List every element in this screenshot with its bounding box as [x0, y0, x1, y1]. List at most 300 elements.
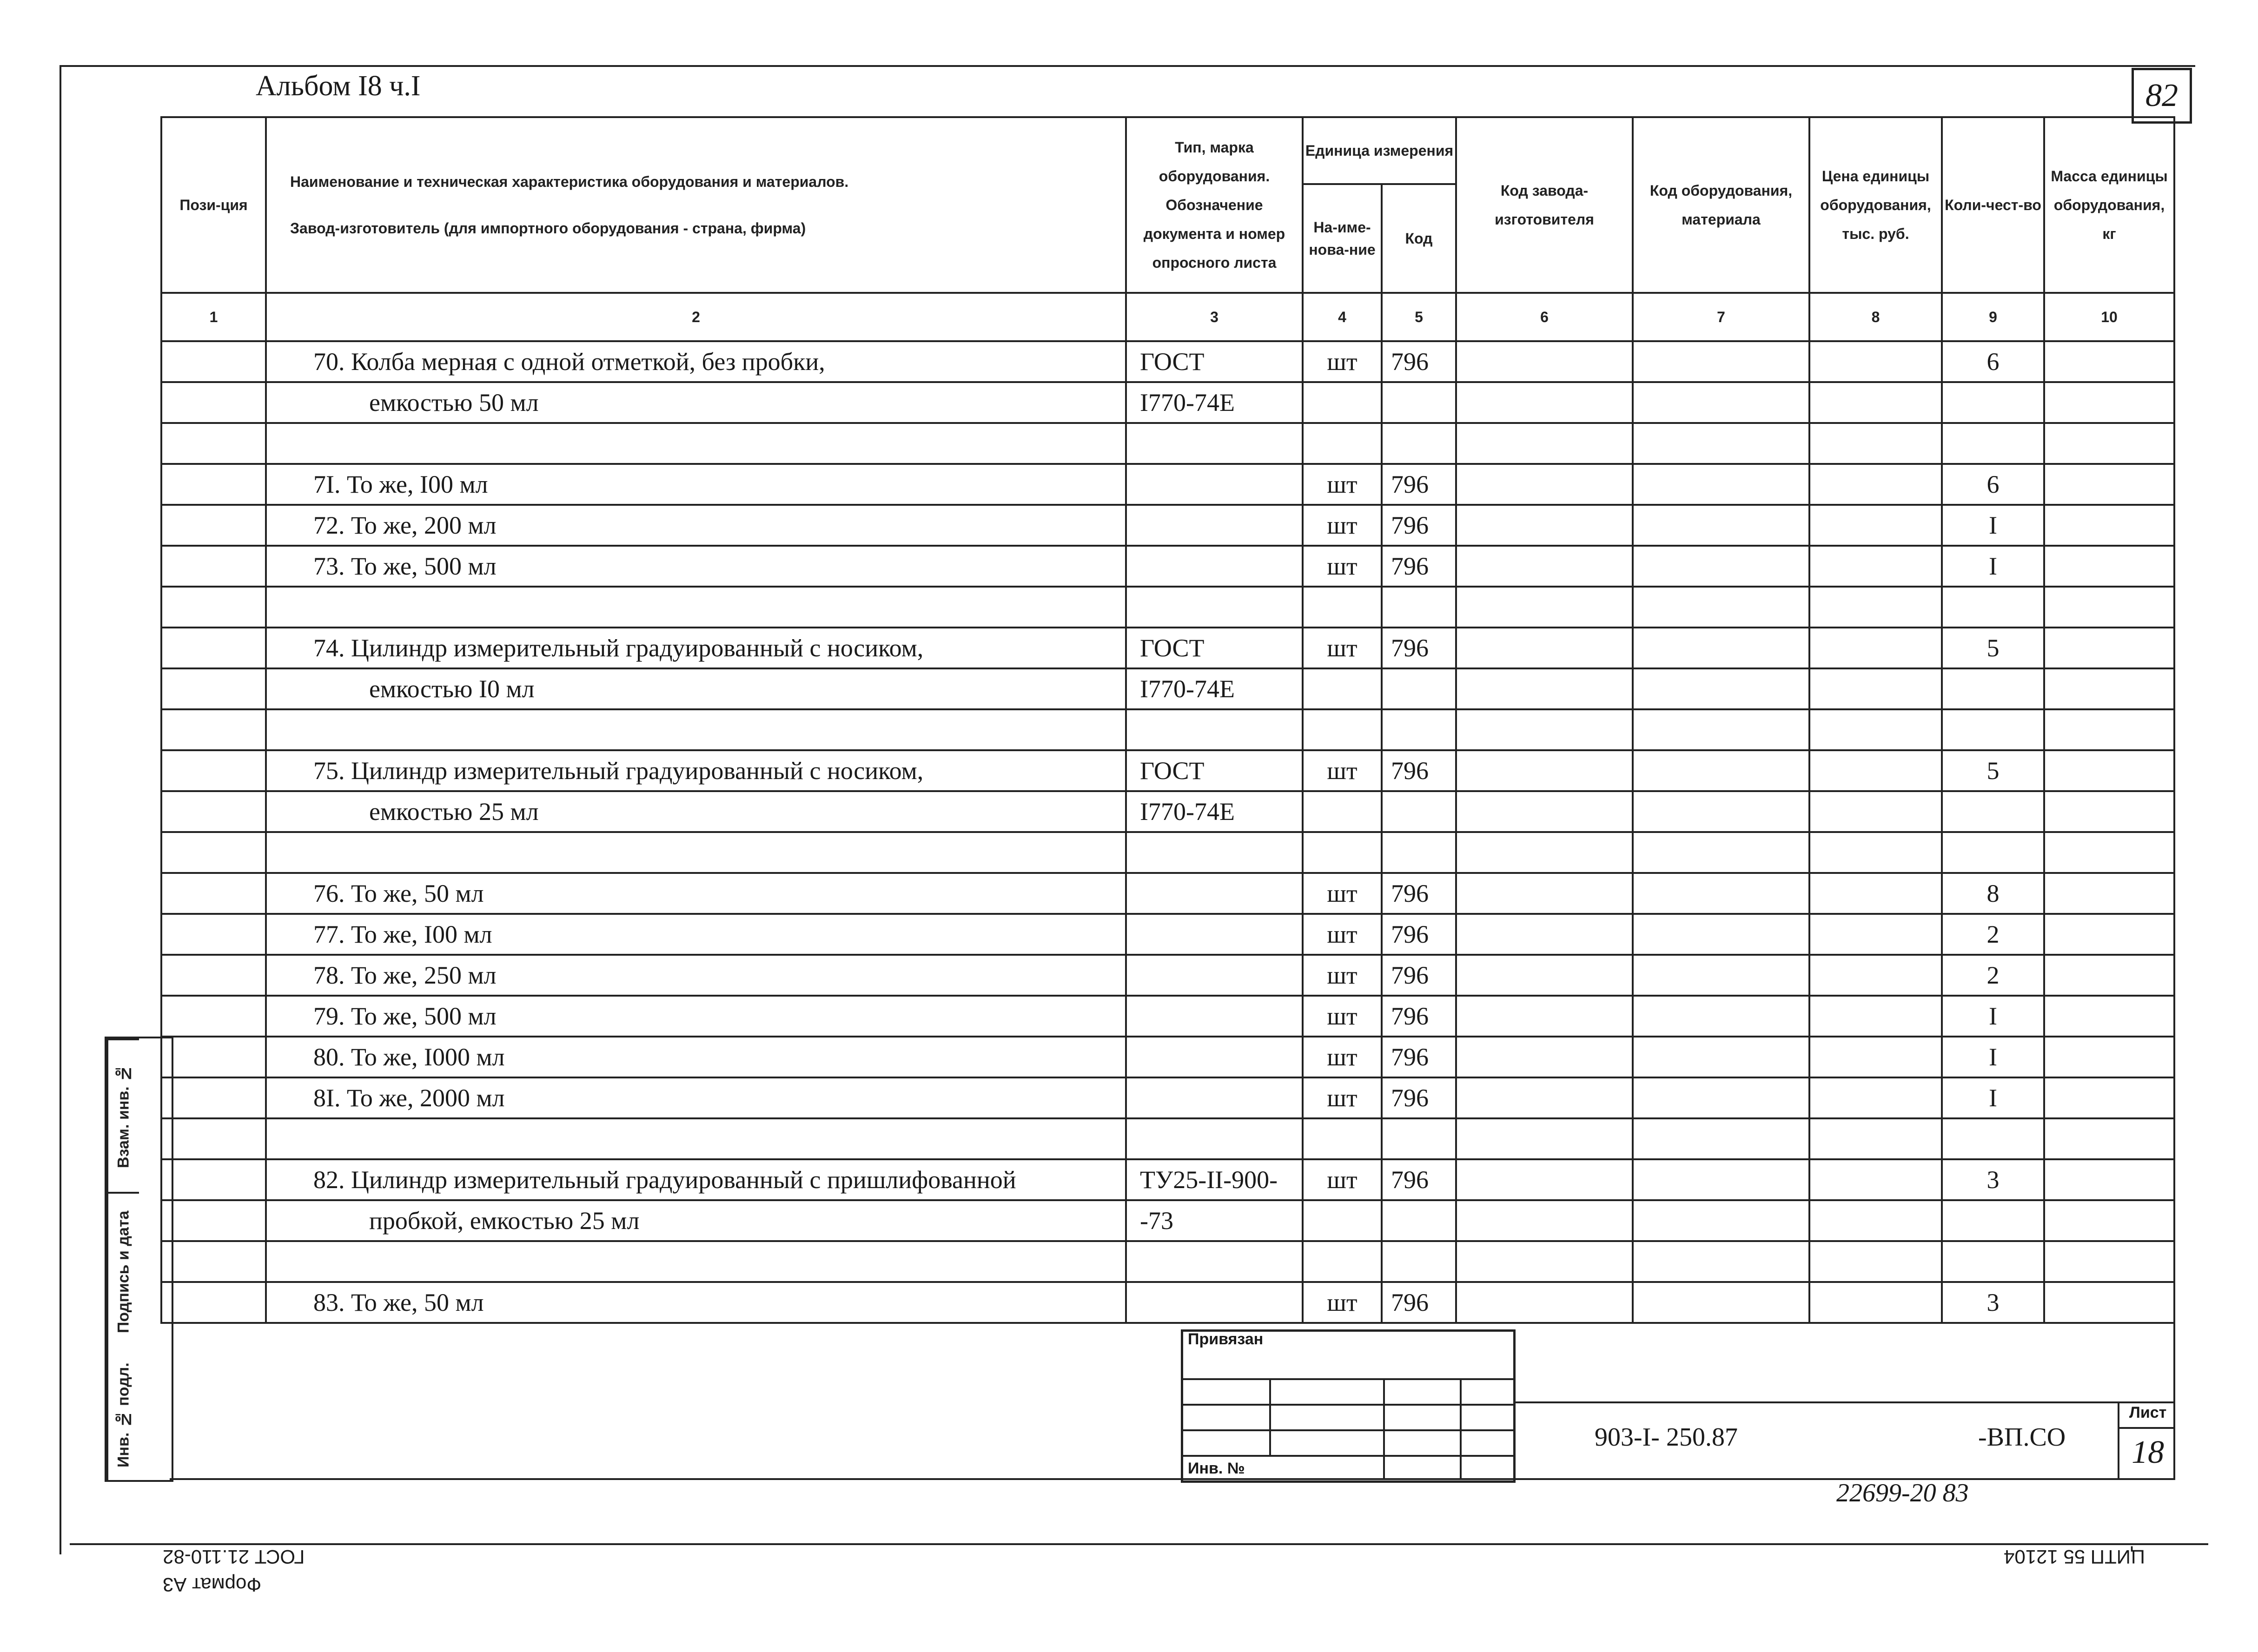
table-row: [161, 955, 2174, 996]
header-maker-code: Код завода-изготовителя: [1456, 117, 1633, 293]
cell-name: 8I. То же, 2000 мл: [266, 1077, 1126, 1118]
cell-qty: [1942, 1241, 2044, 1282]
cell-document: [1126, 832, 1303, 873]
column-number-row: [161, 293, 2174, 341]
table-row: [161, 1241, 2174, 1282]
binding-inv-label: Инв. №: [1188, 1460, 1245, 1477]
cell-maker-code: [1456, 546, 1633, 587]
cell-equip-code: [1633, 1241, 1809, 1282]
cell-equip-code: [1633, 873, 1809, 914]
cell-price: [1809, 1037, 1942, 1077]
cell-mass: [2044, 464, 2174, 505]
cell-mass: [2044, 1037, 2174, 1077]
cell-price: [1809, 791, 1942, 832]
header-position: Пози-ция: [161, 117, 266, 293]
cell-unit: [1303, 1200, 1382, 1241]
col-num: 8: [1809, 293, 1942, 341]
cell-price: [1809, 546, 1942, 587]
cell-unit: шт: [1303, 750, 1382, 791]
cell-unit-code: [1382, 832, 1456, 873]
cell-position: [161, 382, 266, 423]
cell-unit: шт: [1303, 505, 1382, 546]
cell-price: [1809, 750, 1942, 791]
cell-qty: 2: [1942, 914, 2044, 955]
cell-mass: [2044, 1241, 2174, 1282]
table-row: [161, 546, 2174, 587]
cell-equip-code: [1633, 587, 1809, 628]
cell-price: [1809, 423, 1942, 464]
cell-unit: [1303, 1118, 1382, 1159]
cell-maker-code: [1456, 832, 1633, 873]
cell-name: емкостью 25 мл: [266, 791, 1126, 832]
cell-document: [1126, 1241, 1303, 1282]
cell-qty: [1942, 709, 2044, 750]
cell-document: [1126, 1037, 1303, 1077]
cell-maker-code: [1456, 1118, 1633, 1159]
cell-maker-code: [1456, 587, 1633, 628]
cell-unit-code: [1382, 668, 1456, 709]
side-stamp-inv-podl: Инв. № подл.: [106, 1350, 139, 1480]
table-row: [161, 464, 2174, 505]
side-stamp-sign-date: Подпись и дата: [106, 1192, 139, 1350]
cell-name: [266, 1118, 1126, 1159]
cell-mass: [2044, 1118, 2174, 1159]
table-row: [161, 873, 2174, 914]
cell-document: I770-74Е: [1126, 668, 1303, 709]
cell-position: [161, 668, 266, 709]
col-num: 10: [2044, 293, 2174, 341]
header-qty: Коли-чест-во: [1942, 117, 2044, 293]
cell-price: [1809, 505, 1942, 546]
cell-qty: 6: [1942, 464, 2044, 505]
cell-maker-code: [1456, 423, 1633, 464]
cell-unit: [1303, 791, 1382, 832]
cell-maker-code: [1456, 955, 1633, 996]
col-num: 9: [1942, 293, 2044, 341]
cell-equip-code: [1633, 464, 1809, 505]
cell-price: [1809, 464, 1942, 505]
cell-qty: [1942, 832, 2044, 873]
cell-unit: [1303, 668, 1382, 709]
cell-equip-code: [1633, 1037, 1809, 1077]
cell-equip-code: [1633, 709, 1809, 750]
header-name-line2: Завод-изготовитель (для импортного оборудования - страна, фирма): [290, 220, 806, 237]
cell-mass: [2044, 1200, 2174, 1241]
cell-qty: [1942, 587, 2044, 628]
cell-unit-code: 796: [1382, 750, 1456, 791]
table-row: [161, 423, 2174, 464]
cell-unit: [1303, 587, 1382, 628]
cell-unit-code: 796: [1382, 1282, 1456, 1323]
cell-equip-code: [1633, 750, 1809, 791]
cell-maker-code: [1456, 996, 1633, 1037]
cell-qty: 5: [1942, 750, 2044, 791]
cell-document: ТУ25-II-900-: [1126, 1159, 1303, 1200]
cell-name: 83. То же, 50 мл: [266, 1282, 1126, 1323]
cell-price: [1809, 668, 1942, 709]
cell-price: [1809, 914, 1942, 955]
cell-unit-code: [1382, 423, 1456, 464]
cell-document: [1126, 587, 1303, 628]
cell-position: [161, 423, 266, 464]
cell-name: 78. То же, 250 мл: [266, 955, 1126, 996]
cell-equip-code: [1633, 546, 1809, 587]
cell-maker-code: [1456, 628, 1633, 668]
table-row: [161, 914, 2174, 955]
cell-mass: [2044, 709, 2174, 750]
cell-document: [1126, 464, 1303, 505]
cell-maker-code: [1456, 750, 1633, 791]
cell-position: [161, 791, 266, 832]
cell-unit: шт: [1303, 546, 1382, 587]
cell-price: [1809, 996, 1942, 1037]
cell-price: [1809, 587, 1942, 628]
binding-vline: [1269, 1378, 1271, 1455]
cell-unit-code: 796: [1382, 955, 1456, 996]
cell-name: 72. То же, 200 мл: [266, 505, 1126, 546]
binding-line: [1181, 1429, 1513, 1431]
cell-document: [1126, 1077, 1303, 1118]
cell-unit-code: [1382, 791, 1456, 832]
cell-position: [161, 1159, 266, 1200]
cell-document: -73: [1126, 1200, 1303, 1241]
cell-unit-code: 796: [1382, 873, 1456, 914]
cell-position: [161, 587, 266, 628]
col-num: 4: [1303, 293, 1382, 341]
document-suffix: -ВП.СО: [1978, 1423, 2066, 1452]
top-sheet-number: 82: [2132, 68, 2192, 124]
cell-name: емкостью 50 мл: [266, 382, 1126, 423]
archive-number: 22699-20 83: [1836, 1479, 1969, 1507]
header-type: Тип, марка оборудования. Обозначение документа и номер опросного листа: [1126, 117, 1303, 293]
cell-unit: [1303, 1241, 1382, 1282]
cell-unit-code: [1382, 1241, 1456, 1282]
cell-price: [1809, 832, 1942, 873]
cell-mass: [2044, 996, 2174, 1037]
cell-mass: [2044, 423, 2174, 464]
header-price: Цена единицы оборудования, тыс. руб.: [1809, 117, 1942, 293]
header-name-line1: Наименование и техническая характеристика оборудования и материалов.: [290, 173, 849, 190]
cell-price: [1809, 1077, 1942, 1118]
table-row: [161, 1037, 2174, 1077]
header-name: [266, 117, 1126, 293]
cell-maker-code: [1456, 791, 1633, 832]
cell-name: пробкой, емкостью 25 мл: [266, 1200, 1126, 1241]
cell-qty: 5: [1942, 628, 2044, 668]
cell-price: [1809, 1241, 1942, 1282]
cell-equip-code: [1633, 423, 1809, 464]
binding-line: [1181, 1404, 1513, 1406]
cell-name: [266, 1241, 1126, 1282]
col-num: 5: [1382, 293, 1456, 341]
cell-unit-code: [1382, 709, 1456, 750]
cell-position: [161, 873, 266, 914]
cell-unit: шт: [1303, 1282, 1382, 1323]
cell-name: 76. То же, 50 мл: [266, 873, 1126, 914]
cell-equip-code: [1633, 382, 1809, 423]
cell-equip-code: [1633, 505, 1809, 546]
cell-maker-code: [1456, 1241, 1633, 1282]
col-num: 2: [266, 293, 1126, 341]
cell-mass: [2044, 791, 2174, 832]
cell-unit: шт: [1303, 1037, 1382, 1077]
cell-document: [1126, 1118, 1303, 1159]
col-num: 6: [1456, 293, 1633, 341]
cell-unit-code: 796: [1382, 464, 1456, 505]
table-row: [161, 1118, 2174, 1159]
sheet-cell-divider: [2118, 1401, 2119, 1478]
cell-maker-code: [1456, 505, 1633, 546]
cell-unit-code: 796: [1382, 505, 1456, 546]
table-row: [161, 382, 2174, 423]
cell-position: [161, 464, 266, 505]
footer-line: [70, 1543, 2208, 1545]
cell-mass: [2044, 1159, 2174, 1200]
cell-qty: [1942, 382, 2044, 423]
cell-mass: [2044, 546, 2174, 587]
cell-unit-code: [1382, 587, 1456, 628]
cell-unit: шт: [1303, 914, 1382, 955]
cell-equip-code: [1633, 791, 1809, 832]
header-row: [161, 117, 2174, 184]
cell-name: 80. То же, I000 мл: [266, 1037, 1126, 1077]
cell-name: [266, 709, 1126, 750]
cell-document: [1126, 709, 1303, 750]
footer-format: Формат А3: [163, 1574, 262, 1596]
header-unit-group: Единица измерения: [1303, 117, 1456, 184]
cell-unit: шт: [1303, 628, 1382, 668]
cell-maker-code: [1456, 914, 1633, 955]
cell-equip-code: [1633, 832, 1809, 873]
binding-title: Привязан: [1188, 1330, 1264, 1348]
table-row: [161, 1200, 2174, 1241]
binding-vline: [1383, 1378, 1385, 1478]
cell-unit: [1303, 423, 1382, 464]
cell-unit-code: 796: [1382, 914, 1456, 955]
header-unit-name: На-име-нова-ние: [1303, 184, 1382, 293]
cell-name: 82. Цилиндр измерительный градуированный с пришлифованной: [266, 1159, 1126, 1200]
cell-unit-code: [1382, 1118, 1456, 1159]
cell-equip-code: [1633, 1159, 1809, 1200]
cell-qty: 3: [1942, 1282, 2044, 1323]
cell-position: [161, 1241, 266, 1282]
table-row: [161, 709, 2174, 750]
footer-standard: ГОСТ 21.110-82: [163, 1546, 305, 1568]
cell-maker-code: [1456, 873, 1633, 914]
header-unit-code: Код: [1382, 184, 1456, 293]
table-body: [161, 341, 2174, 1323]
cell-equip-code: [1633, 1118, 1809, 1159]
cell-position: [161, 914, 266, 955]
cell-document: [1126, 996, 1303, 1037]
cell-unit: шт: [1303, 955, 1382, 996]
col-num: 3: [1126, 293, 1303, 341]
cell-position: [161, 546, 266, 587]
cell-mass: [2044, 1077, 2174, 1118]
cell-unit: шт: [1303, 464, 1382, 505]
cell-unit: шт: [1303, 873, 1382, 914]
cell-mass: [2044, 914, 2174, 955]
cell-mass: [2044, 341, 2174, 382]
cell-position: [161, 996, 266, 1037]
cell-name: 70. Колба мерная с одной отметкой, без пробки,: [266, 341, 1126, 382]
cell-equip-code: [1633, 955, 1809, 996]
cell-maker-code: [1456, 1037, 1633, 1077]
table-row: [161, 791, 2174, 832]
cell-name: 75. Цилиндр измерительный градуированный с носиком,: [266, 750, 1126, 791]
cell-maker-code: [1456, 668, 1633, 709]
cell-qty: 8: [1942, 873, 2044, 914]
cell-document: I770-74Е: [1126, 382, 1303, 423]
cell-qty: I: [1942, 1077, 2044, 1118]
cell-unit: шт: [1303, 996, 1382, 1037]
title-block-frame: [170, 1304, 2175, 1480]
cell-price: [1809, 1118, 1942, 1159]
cell-mass: [2044, 505, 2174, 546]
cell-qty: I: [1942, 1037, 2044, 1077]
cell-maker-code: [1456, 1159, 1633, 1200]
cell-name: [266, 832, 1126, 873]
cell-mass: [2044, 628, 2174, 668]
cell-position: [161, 1077, 266, 1118]
cell-qty: [1942, 1118, 2044, 1159]
cell-unit-code: 796: [1382, 1037, 1456, 1077]
cell-qty: 3: [1942, 1159, 2044, 1200]
cell-unit-code: 796: [1382, 1077, 1456, 1118]
cell-document: I770-74Е: [1126, 791, 1303, 832]
cell-document: [1126, 423, 1303, 464]
cell-position: [161, 750, 266, 791]
table-row: [161, 996, 2174, 1037]
cell-unit-code: [1382, 382, 1456, 423]
col-num: 7: [1633, 293, 1809, 341]
cell-position: [161, 1037, 266, 1077]
cell-maker-code: [1456, 1077, 1633, 1118]
sheet-number: 18: [2132, 1434, 2164, 1470]
cell-mass: [2044, 750, 2174, 791]
cell-unit: шт: [1303, 341, 1382, 382]
cell-document: [1126, 546, 1303, 587]
album-label: Альбом I8 ч.I: [256, 70, 421, 102]
cell-maker-code: [1456, 464, 1633, 505]
cell-position: [161, 709, 266, 750]
cell-name: 7I. То же, I00 мл: [266, 464, 1126, 505]
cell-unit: [1303, 832, 1382, 873]
table-row: [161, 628, 2174, 668]
cell-price: [1809, 382, 1942, 423]
cell-price: [1809, 1159, 1942, 1200]
cell-document: ГОСТ: [1126, 750, 1303, 791]
cell-unit: [1303, 709, 1382, 750]
cell-position: [161, 832, 266, 873]
sheet-label: Лист: [2129, 1404, 2167, 1421]
cell-document: [1126, 873, 1303, 914]
cell-position: [161, 1118, 266, 1159]
cell-name: [266, 587, 1126, 628]
binding-vline: [1460, 1378, 1462, 1478]
cell-mass: [2044, 668, 2174, 709]
table-row: [161, 668, 2174, 709]
col-num: 1: [161, 293, 266, 341]
cell-price: [1809, 1200, 1942, 1241]
cell-qty: 6: [1942, 341, 2044, 382]
cell-equip-code: [1633, 341, 1809, 382]
cell-position: [161, 955, 266, 996]
cell-price: [1809, 955, 1942, 996]
cell-document: ГОСТ: [1126, 628, 1303, 668]
table-row: [161, 750, 2174, 791]
cell-qty: [1942, 423, 2044, 464]
side-stamp: [105, 1037, 173, 1482]
cell-position: [161, 341, 266, 382]
table-row: [161, 341, 2174, 382]
cell-equip-code: [1633, 628, 1809, 668]
cell-equip-code: [1633, 914, 1809, 955]
cell-maker-code: [1456, 709, 1633, 750]
cell-qty: [1942, 1200, 2044, 1241]
cell-qty: I: [1942, 996, 2044, 1037]
cell-price: [1809, 873, 1942, 914]
cell-unit-code: 796: [1382, 546, 1456, 587]
sheet-cell-line: [2118, 1427, 2173, 1429]
cell-unit: [1303, 382, 1382, 423]
footer-publisher: ЦИТП 55 12104: [2004, 1546, 2145, 1568]
header-equip-code: Код оборудования, материала: [1633, 117, 1809, 293]
cell-maker-code: [1456, 1200, 1633, 1241]
cell-name: 74. Цилиндр измерительный градуированный с носиком,: [266, 628, 1126, 668]
cell-qty: [1942, 791, 2044, 832]
cell-equip-code: [1633, 1200, 1809, 1241]
spec-table: [160, 116, 2175, 1324]
table-row: [161, 1159, 2174, 1200]
cell-unit: шт: [1303, 1159, 1382, 1200]
cell-name: 79. То же, 500 мл: [266, 996, 1126, 1037]
cell-position: [161, 505, 266, 546]
cell-mass: [2044, 873, 2174, 914]
cell-qty: 2: [1942, 955, 2044, 996]
cell-position: [161, 628, 266, 668]
cell-unit-code: 796: [1382, 628, 1456, 668]
cell-mass: [2044, 955, 2174, 996]
cell-price: [1809, 628, 1942, 668]
table-row: [161, 832, 2174, 873]
cell-equip-code: [1633, 996, 1809, 1037]
cell-unit-code: 796: [1382, 1159, 1456, 1200]
cell-price: [1809, 709, 1942, 750]
binding-line: [1181, 1378, 1513, 1380]
cell-name: 73. То же, 500 мл: [266, 546, 1126, 587]
table-row: [161, 1077, 2174, 1118]
cell-name: 77. То же, I00 мл: [266, 914, 1126, 955]
side-stamp-inv-vzam: Взам. инв. №: [106, 1038, 139, 1192]
cell-mass: [2044, 382, 2174, 423]
cell-unit-code: 796: [1382, 341, 1456, 382]
cell-document: [1126, 505, 1303, 546]
table-row: [161, 505, 2174, 546]
cell-qty: I: [1942, 546, 2044, 587]
cell-position: [161, 1200, 266, 1241]
cell-qty: I: [1942, 505, 2044, 546]
cell-maker-code: [1456, 341, 1633, 382]
cell-equip-code: [1633, 1077, 1809, 1118]
cell-name: [266, 423, 1126, 464]
cell-document: [1126, 914, 1303, 955]
cell-mass: [2044, 587, 2174, 628]
cell-document: ГОСТ: [1126, 341, 1303, 382]
cell-maker-code: [1456, 382, 1633, 423]
cell-unit-code: [1382, 1200, 1456, 1241]
binding-line: [1181, 1455, 1513, 1457]
